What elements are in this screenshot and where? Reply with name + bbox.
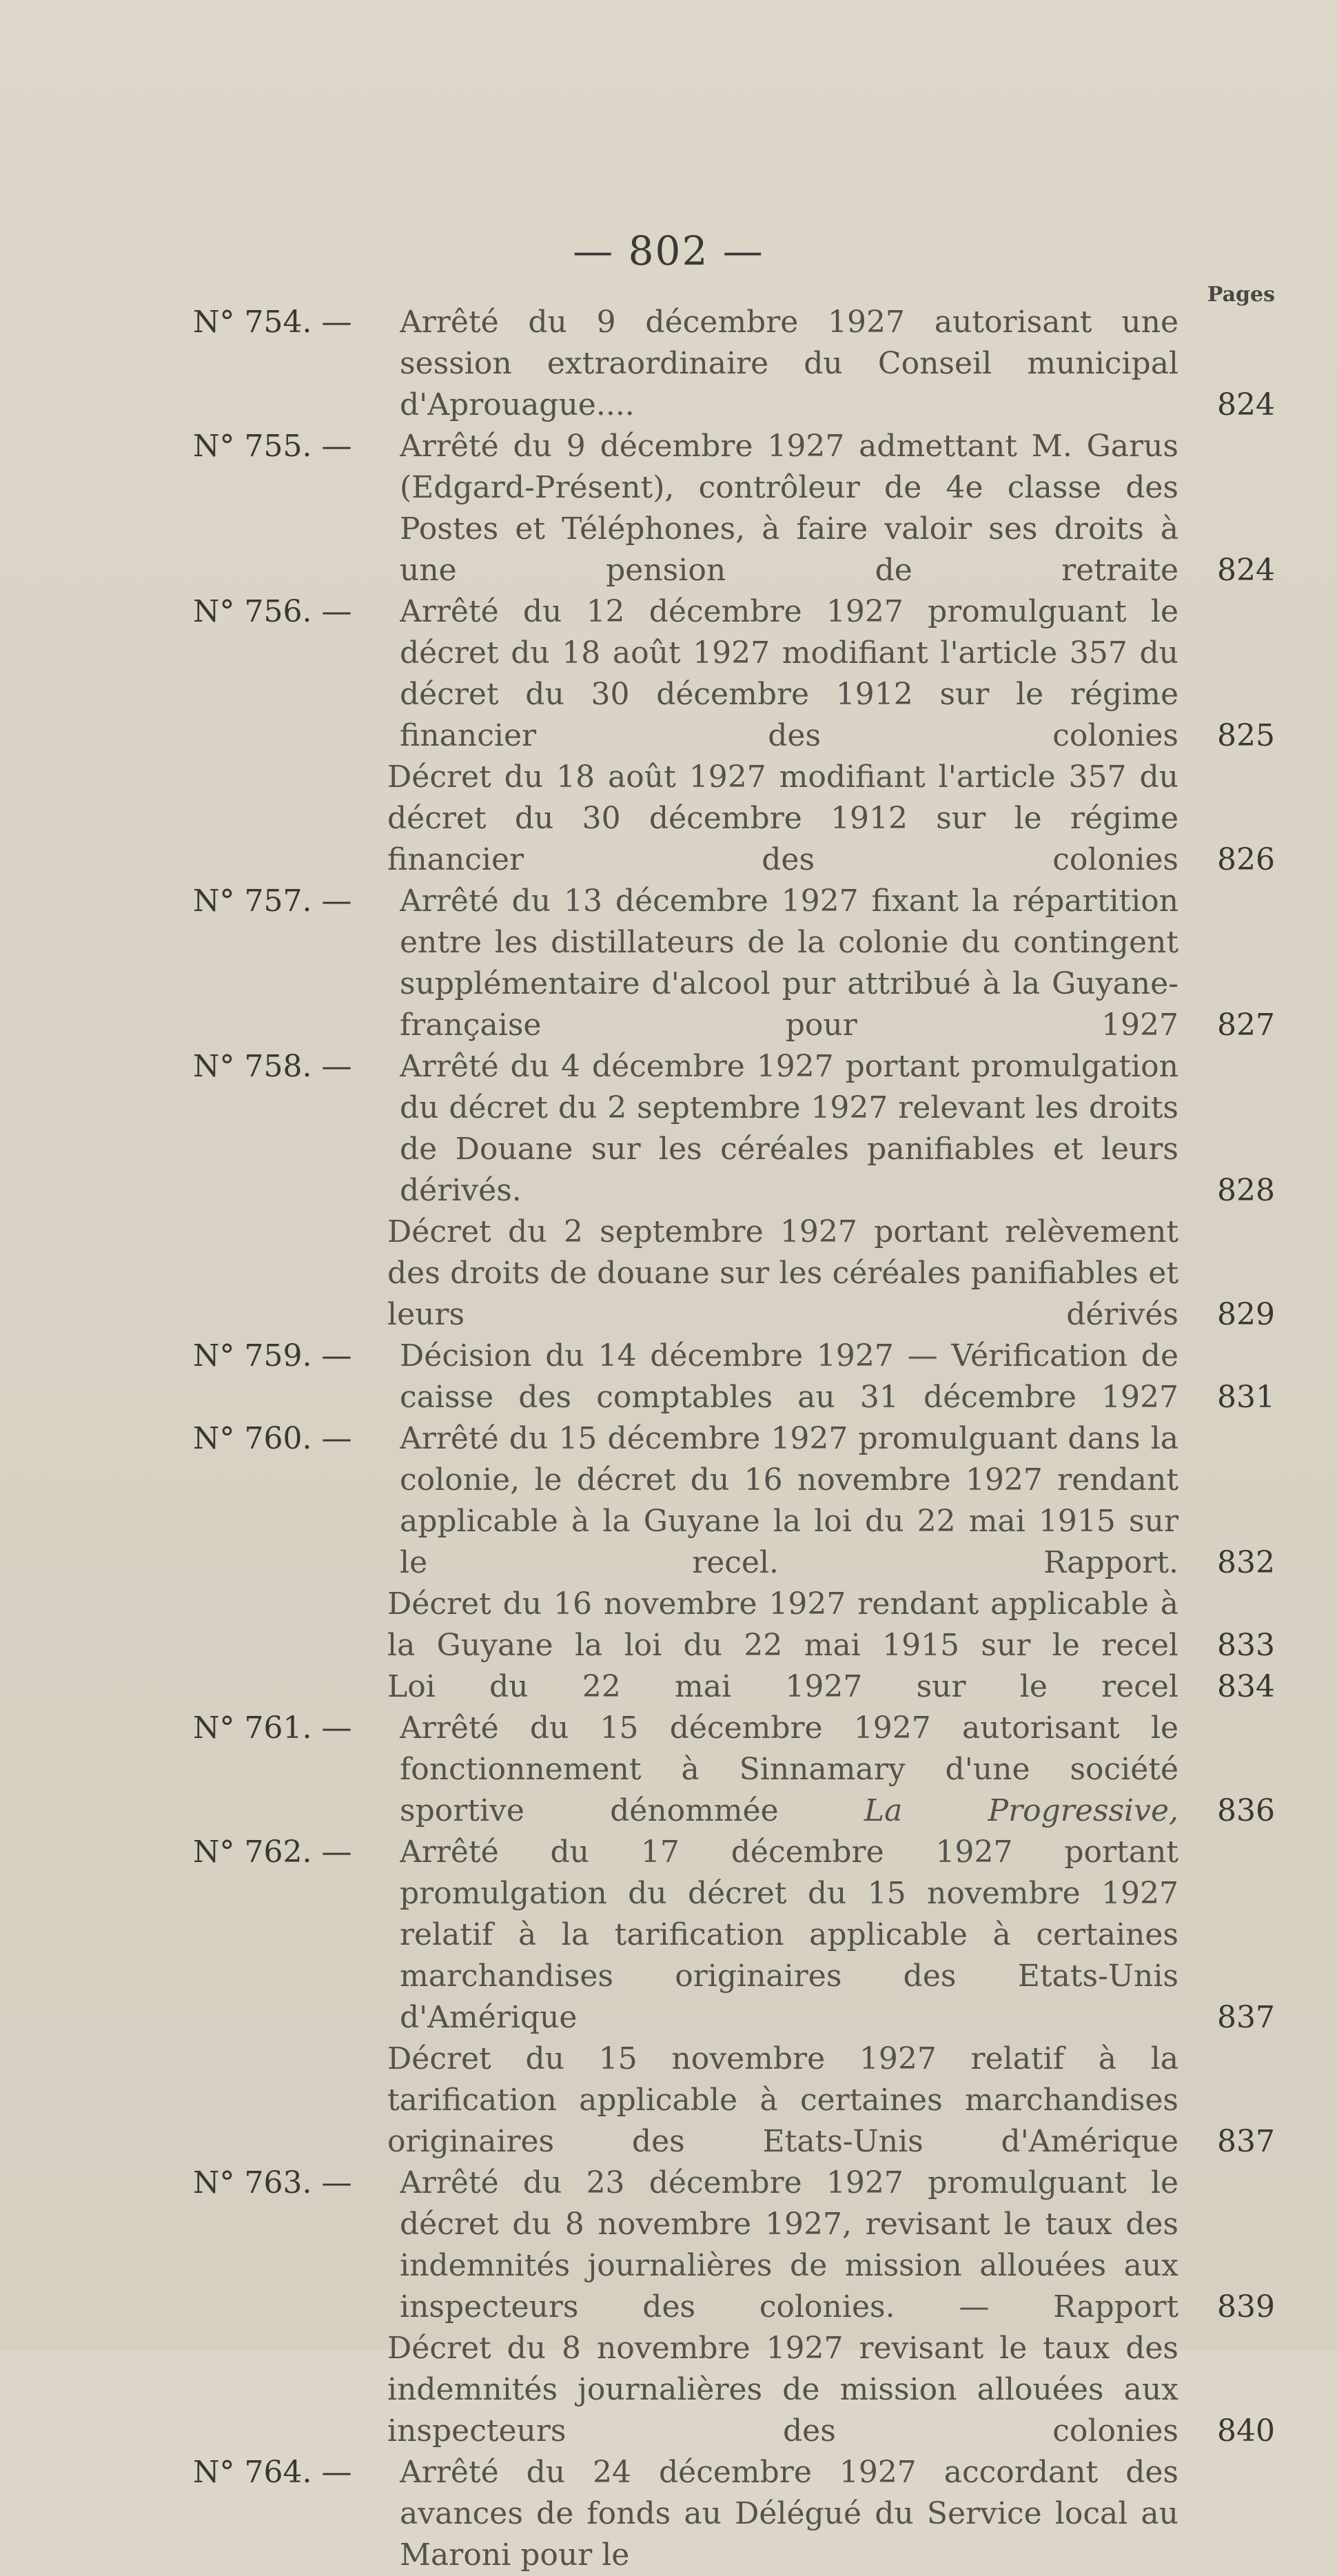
entry-title: Loi du 22 mai 1927 sur le recel xyxy=(387,1669,1178,1704)
toc-entry xyxy=(193,1336,1275,1418)
toc-entry xyxy=(193,591,1275,757)
toc-sub-entry xyxy=(193,757,1275,881)
entry-page-number: 824 xyxy=(1217,553,1275,588)
toc-sub-entry xyxy=(193,2328,1275,2452)
entry-page-number: 827 xyxy=(1217,1008,1275,1043)
toc-entry xyxy=(193,302,1275,426)
entry-text xyxy=(400,1418,1178,1584)
entry-title: Arrêté du 23 décembre 1927 promulguant le décret du 8 novembre 1927, revisant le taux des indemnités journalières de mission allouées aux inspecteurs des colonies. — Rapport xyxy=(400,2165,1178,2324)
entry-title: Décision du 14 décembre 1927 — Vérification de caisse des comptables au 31 décembre 1927 xyxy=(400,1338,1178,1415)
entry-page-number: 831 xyxy=(1217,1380,1275,1415)
entry-number: N° 758. — xyxy=(193,1049,352,1084)
entry-title: Arrêté du 17 décembre 1927 portant promulgation du décret du 15 novembre 1927 relatif à la tarification applicable à certaines marchandises originaires des Etats-Unis d'Amérique xyxy=(400,1834,1178,2035)
entry-title: Arrêté du 13 décembre 1927 fixant la répartition entre les distillateurs de la colonie du contingent supplémentaire d'alcool pur attribué à la Guyane-française pour 1927 xyxy=(400,883,1178,1043)
toc-entry xyxy=(193,426,1275,591)
entry-text xyxy=(387,2038,1178,2163)
entry-number: N° 756. — xyxy=(193,594,352,629)
entry-text xyxy=(400,1708,1178,1832)
entry-title: Arrêté du 15 décembre 1927 autorisant le fonctionnement à Sinnamary d'une société sportive dénommée xyxy=(400,1710,1178,1828)
entry-page-number: 828 xyxy=(1217,1173,1275,1208)
entry-text xyxy=(400,591,1178,757)
entry-page-number: 833 xyxy=(1217,1628,1275,1663)
toc-entry xyxy=(193,1832,1275,2038)
toc-entry xyxy=(193,2163,1275,2328)
entry-title: Décret du 15 novembre 1927 relatif à la tarification applicable à certaines marchandises originaires des Etats-Unis d'Amérique xyxy=(387,2041,1178,2159)
entry-title: Décret du 16 novembre 1927 rendant applicable à la Guyane la loi du 22 mai 1915 sur le recel xyxy=(387,1586,1178,1663)
entry-text xyxy=(387,1212,1178,1336)
entry-title: Arrêté du 12 décembre 1927 promulguant le décret du 18 août 1927 modifiant l'article 357 du décret du 30 décembre 1912 sur le régime financier des colonies xyxy=(400,594,1178,753)
entry-title: Décret du 18 août 1927 modifiant l'article 357 du décret du 30 décembre 1912 sur le régime financier des colonies xyxy=(387,759,1178,877)
entry-page-number: 840 xyxy=(1217,2413,1275,2449)
entry-text xyxy=(387,757,1178,881)
entry-page-number: 825 xyxy=(1217,718,1275,753)
entry-emphasis: La Progressive, xyxy=(864,1793,1178,1828)
entry-page-number: 834 xyxy=(1217,1669,1275,1704)
entry-title: Arrêté du 4 décembre 1927 portant promulgation du décret du 2 septembre 1927 relevant les droits de Douane sur les céréales panifiables et leurs dérivés. xyxy=(400,1049,1178,1208)
entry-page-number: 839 xyxy=(1217,2289,1275,2324)
toc-entry xyxy=(193,881,1275,1046)
entry-number: N° 761. — xyxy=(193,1710,352,1746)
entry-text xyxy=(387,1584,1178,1666)
entry-text xyxy=(400,2452,1178,2576)
entry-page-number: 837 xyxy=(1217,2000,1275,2035)
page-number: — 802 — xyxy=(573,227,764,274)
entry-text xyxy=(400,881,1178,1046)
entry-title: Décret du 8 novembre 1927 revisant le taux des indemnités journalières de mission allouées aux inspecteurs des colonies xyxy=(387,2331,1178,2449)
toc-entry xyxy=(193,2452,1275,2576)
entry-title: Arrêté du 24 décembre 1927 accordant des avances de fonds au Délégué du Service local au Maroni pour le xyxy=(400,2455,1178,2573)
entry-text xyxy=(400,2163,1178,2328)
entry-number: N° 757. — xyxy=(193,883,352,919)
pages-column-header: Pages xyxy=(1207,283,1275,307)
entry-page-number: 824 xyxy=(1217,387,1275,422)
entry-text xyxy=(400,1046,1178,1212)
table-of-contents xyxy=(193,302,1275,2576)
toc-entry xyxy=(193,1708,1275,1832)
entry-page-number: 836 xyxy=(1217,1793,1275,1828)
entry-title: Arrêté du 9 décembre 1927 admettant M. Garus (Edgard-Présent), contrôleur de 4e classe des Postes et Téléphones, à faire valoir ses droits à une pension de retraite xyxy=(400,429,1178,588)
entry-text xyxy=(387,2328,1178,2452)
entry-number: N° 755. — xyxy=(193,429,352,464)
entry-page-number: 832 xyxy=(1217,1545,1275,1580)
entry-title: Décret du 2 septembre 1927 portant relèvement des droits de douane sur les céréales panifiables et leurs dérivés xyxy=(387,1214,1178,1332)
toc-sub-entry xyxy=(193,2038,1275,2163)
entry-text xyxy=(400,426,1178,591)
entry-page-number: 829 xyxy=(1217,1297,1275,1332)
entry-text xyxy=(387,1666,1178,1708)
toc-sub-entry xyxy=(193,1666,1275,1708)
entry-number: N° 760. — xyxy=(193,1421,352,1456)
entry-page-number: 826 xyxy=(1217,842,1275,877)
entry-number: N° 764. — xyxy=(193,2455,352,2490)
entry-text xyxy=(400,302,1178,426)
entry-number: N° 759. — xyxy=(193,1338,352,1373)
entry-number: N° 763. — xyxy=(193,2165,352,2200)
entry-number: N° 754. — xyxy=(193,305,352,340)
toc-entry xyxy=(193,1046,1275,1212)
toc-sub-entry xyxy=(193,1212,1275,1336)
toc-entry xyxy=(193,1418,1275,1584)
toc-sub-entry xyxy=(193,1584,1275,1666)
entry-title: Arrêté du 15 décembre 1927 promulguant dans la colonie, le décret du 16 novembre 1927 rendant applicable à la Guyane la loi du 22 mai 1915 sur le recel. Rapport. xyxy=(400,1421,1178,1580)
entry-text xyxy=(400,1336,1178,1418)
entry-number: N° 762. — xyxy=(193,1834,352,1870)
entry-page-number: 837 xyxy=(1217,2124,1275,2159)
entry-title: Arrêté du 9 décembre 1927 autorisant une session extraordinaire du Conseil municipal d'Aprouague.... xyxy=(400,305,1178,422)
entry-text xyxy=(400,1832,1178,2038)
